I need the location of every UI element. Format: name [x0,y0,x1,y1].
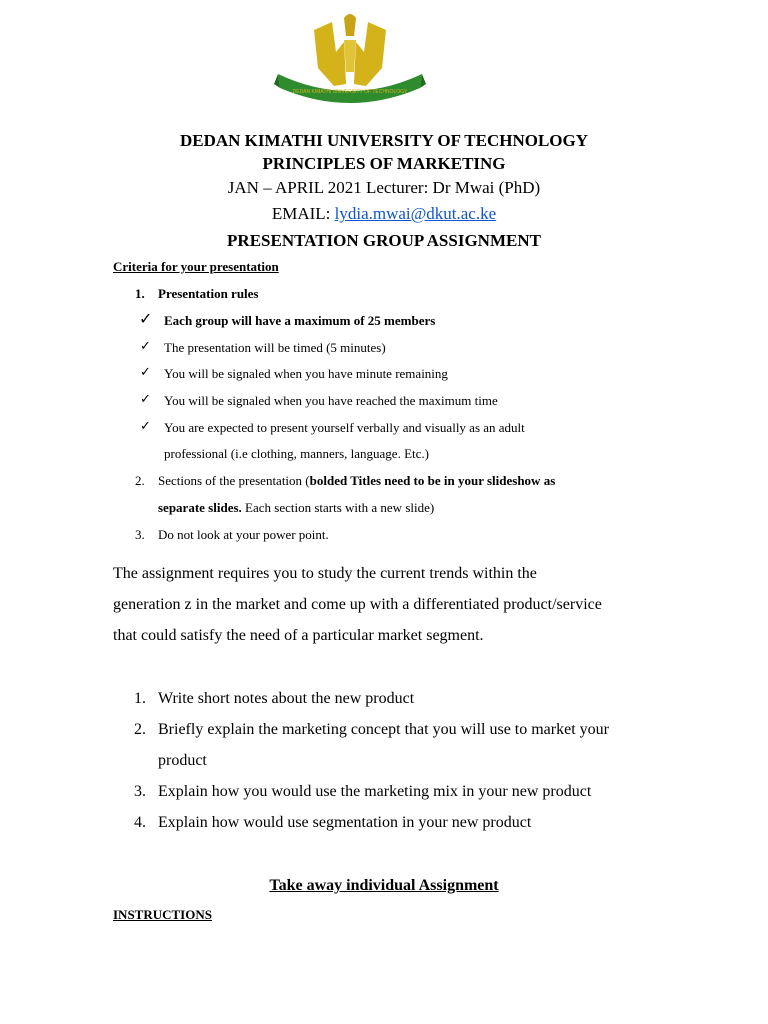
rule-bullet: You will be signaled when you have minute remaining [164,366,448,381]
paragraph-line: that could satisfy the need of a particular market segment. [113,627,484,644]
rule-bullet: Each group will have a maximum of 25 members [164,313,436,328]
course-title: PRINCIPLES OF MARKETING [262,154,506,173]
instructions-heading: INSTRUCTIONS [113,907,212,922]
item3-text: Do not look at your power point. [158,527,329,542]
university-logo [274,12,426,112]
email-line [0,203,768,225]
check-mark-icon: ✓ [140,392,151,407]
check-mark-icon: ✓ [140,339,151,354]
logo-banner-text: DEDAN KIMATHI UNIVERSITY OF TECHNOLOGY [292,89,408,95]
rule-bullet: You will be signaled when you have reached the maximum time [164,393,498,408]
rule-bullet: You are expected to present yourself verbally and visually as an adult [164,420,525,435]
task-text: Briefly explain the marketing concept that you will use to market your [158,721,609,738]
university-name: DEDAN KIMATHI UNIVERSITY OF TECHNOLOGY [179,131,589,150]
email-label: EMAIL: [271,204,335,223]
takeaway-title: Take away individual Assignment [269,877,499,894]
item2-line1-bold: bolded Titles need to be in your slideshow as [309,473,556,488]
rule-bullet: The presentation will be timed (5 minutes) [164,340,386,355]
item2-line2 [158,499,434,517]
task-text: Write short notes about the new product [158,690,415,707]
rules-number: 1. [135,286,145,301]
item2-line1 [158,472,555,490]
check-mark-icon: ✓ [140,419,151,434]
task-text-continuation: product [158,752,207,769]
assignment-title: PRESENTATION GROUP ASSIGNMENT [227,231,541,250]
criteria-heading: Criteria for your presentation [113,259,279,274]
task-number: 2. [134,721,146,738]
item2-line1-plain: Sections of the presentation ( [158,473,310,488]
task-number: 1. [134,690,146,707]
item2-number: 2. [135,473,145,488]
check-mark-icon: ✓ [139,309,153,328]
task-number: 4. [134,814,146,831]
paragraph-line: The assignment requires you to study the current trends within the [113,565,537,582]
task-text: Explain how you would use the marketing mix in your new product [158,783,592,800]
rules-title: Presentation rules [158,286,259,301]
term-lecturer-line: JAN – APRIL 2021 Lecturer: Dr Mwai (PhD) [227,178,541,197]
item3-number: 3. [135,527,145,542]
item2-line2-bold: separate slides. [158,500,242,515]
logo-left-hand [314,22,346,86]
item2-line2-plain: Each section starts with a new slide) [241,500,435,515]
paragraph-line: generation z in the market and come up with a differentiated product/service [113,596,602,613]
rule-bullet-continuation: professional (i.e clothing, manners, language. Etc.) [164,446,429,461]
task-text: Explain how would use segmentation in your new product [158,814,532,831]
email-link[interactable]: lydia.mwai@dkut.ac.ke [334,204,497,223]
check-mark-icon: ✓ [140,365,151,380]
logo-right-hand [354,22,386,86]
task-number: 3. [134,783,146,800]
logo-center-flame [344,14,356,36]
